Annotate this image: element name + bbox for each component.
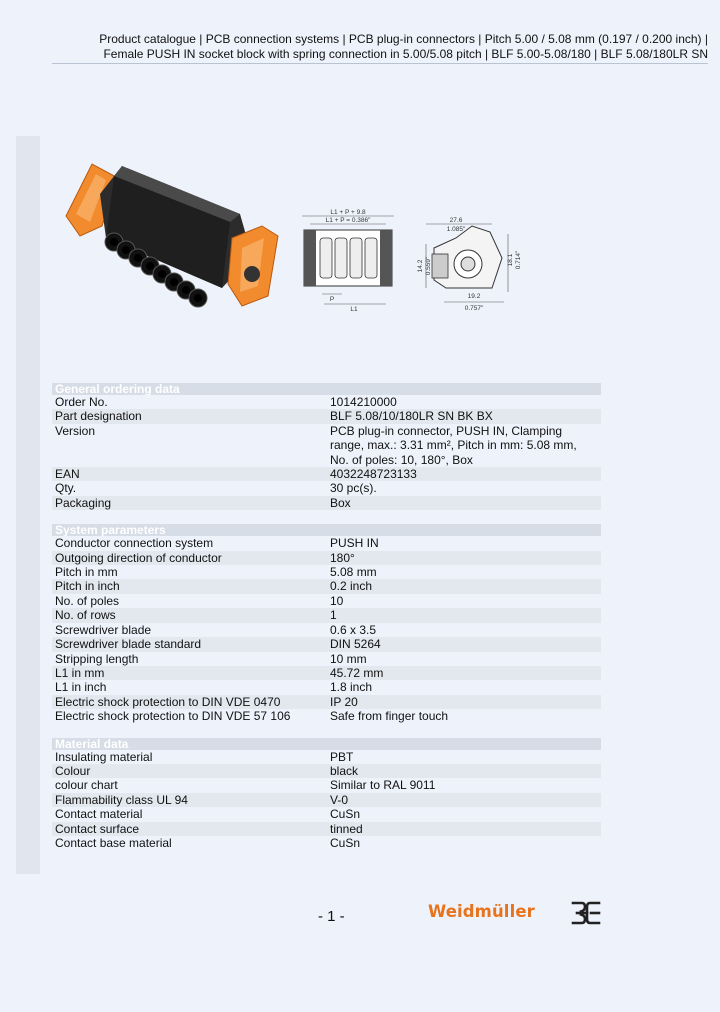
dim-top2: L1 + P = 0.386" — [325, 217, 371, 224]
row-value: 45.72 mm — [330, 665, 384, 680]
table-row — [52, 778, 601, 792]
table-row — [52, 594, 601, 608]
row-value: 0.6 x 3.5 — [330, 622, 377, 637]
row-value: 30 pc(s). — [330, 481, 377, 496]
header-line-2: Female PUSH IN socket block with spring connection in 5.00/5.08 pitch | BLF 5.00-5.08/180 | BLF 5.08/180LR SN — [103, 47, 708, 61]
row-label: Pitch in mm — [55, 565, 118, 580]
row-label: colour chart — [55, 778, 118, 793]
brand-logo — [428, 898, 604, 928]
section-0 — [52, 383, 601, 510]
row-label: Pitch in inch — [55, 579, 120, 594]
row-label: Colour — [55, 763, 91, 778]
dim-w-in: 1.085" — [446, 226, 466, 233]
row-value: V-0 — [330, 792, 349, 807]
header-line-1: Product catalogue | PCB connection systems | PCB plug-in connectors | Pitch 5.00 / 5.08 mm (0.197 / 0.200 inch) | — [99, 32, 708, 46]
row-value: 5.08 mm — [330, 565, 377, 580]
table-row — [52, 579, 601, 593]
row-value: Box — [330, 495, 351, 510]
dim-b: 19.2 — [467, 293, 481, 300]
dim-w: 27.6 — [449, 217, 463, 224]
row-value: 1.8 inch — [330, 680, 373, 695]
row-value: Safe from finger touch — [330, 709, 449, 724]
row-value: 1014210000 — [330, 395, 397, 409]
dim-left-in: 0.559" — [425, 256, 432, 276]
row-label: Version — [55, 423, 96, 438]
row-value: PUSH IN — [330, 536, 379, 551]
row-value: black — [330, 763, 359, 778]
row-label: No. of rows — [55, 608, 116, 623]
row-value: DIN 5264 — [330, 637, 381, 652]
row-value: CuSn — [330, 835, 361, 850]
logo-text: Weidmüller — [428, 902, 535, 921]
row-label: Qty. — [55, 481, 77, 496]
table-row — [52, 793, 601, 807]
row-value: IP 20 — [330, 694, 358, 709]
row-value: tinned — [330, 821, 363, 836]
table-row — [52, 637, 601, 651]
dimension-drawing — [296, 198, 526, 322]
section-title: System parameters — [52, 524, 601, 536]
row-value: BLF 5.08/10/180LR SN BK BX — [330, 409, 493, 424]
row-label: L1 in inch — [55, 680, 107, 695]
dim-h-in: 0.714" — [515, 250, 522, 270]
page-number: - 1 - — [318, 908, 345, 925]
table-row — [52, 467, 601, 481]
table-row — [52, 764, 601, 778]
row-value: 10 — [330, 593, 344, 608]
row-label: Insulating material — [55, 749, 153, 764]
row-value: PCB plug-in connector, PUSH IN, Clamping range, max.: 3.31 mm², Pitch in mm: 5.08 mm, No. of poles: 10, 180°, Box — [330, 423, 577, 467]
table-row — [52, 822, 601, 836]
row-label: Screwdriver blade standard — [55, 637, 202, 652]
section-1 — [52, 524, 601, 723]
left-margin-bar — [16, 136, 40, 874]
dim-h: 18.1 — [507, 253, 514, 267]
row-label: Stripping length — [55, 651, 139, 666]
dim-b-in: 0.757" — [464, 305, 484, 312]
row-label: L1 in mm — [55, 665, 105, 680]
row-label: Contact base material — [55, 835, 172, 850]
row-label: Contact material — [55, 807, 143, 822]
row-label: EAN — [55, 467, 80, 482]
row-value: 1 — [330, 608, 337, 623]
row-label: Order No. — [55, 395, 108, 409]
table-row — [52, 481, 601, 495]
table-row — [52, 750, 601, 764]
breadcrumb-header — [18, 32, 708, 62]
logo-mark-icon — [571, 900, 601, 926]
section-2 — [52, 738, 601, 851]
table-row — [52, 836, 601, 850]
table-row — [52, 666, 601, 680]
dim-l1: L1 — [350, 306, 358, 313]
row-label: Screwdriver blade — [55, 622, 152, 637]
table-row — [52, 680, 601, 694]
table-row — [52, 395, 601, 409]
row-label: Electric shock protection to DIN VDE 0470 — [55, 694, 281, 709]
dim-p: P — [329, 296, 335, 303]
table-row — [52, 608, 601, 622]
row-value: 0.2 inch — [330, 579, 373, 594]
table-row — [52, 409, 601, 423]
row-label: Flammability class UL 94 — [55, 792, 188, 807]
row-value: 180° — [330, 550, 355, 565]
table-row — [52, 709, 601, 723]
row-value: CuSn — [330, 807, 361, 822]
header-divider — [52, 63, 708, 64]
row-label: Contact surface — [55, 821, 140, 836]
table-row — [52, 652, 601, 666]
table-row — [52, 536, 601, 550]
row-label: Outgoing direction of conductor — [55, 550, 222, 565]
table-row — [52, 807, 601, 821]
table-row — [52, 496, 601, 510]
row-value: PBT — [330, 749, 354, 764]
table-row — [52, 623, 601, 637]
row-value: 10 mm — [330, 651, 367, 666]
row-label: No. of poles — [55, 593, 120, 608]
table-row — [52, 695, 601, 709]
spec-tables — [52, 383, 601, 850]
table-row — [52, 424, 601, 467]
table-row — [52, 565, 601, 579]
table-row — [52, 551, 601, 565]
row-label: Part designation — [55, 409, 142, 424]
row-label: Packaging — [55, 495, 112, 510]
dim-left: 14.2 — [417, 259, 424, 273]
row-value: Similar to RAL 9011 — [330, 778, 436, 793]
row-label: Electric shock protection to DIN VDE 57 106 — [55, 709, 291, 724]
section-title: Material data — [52, 738, 601, 750]
dim-top1: L1 + P + 9.8 — [330, 209, 366, 216]
row-value: 4032248723133 — [330, 467, 417, 482]
row-label: Conductor connection system — [55, 536, 214, 551]
product-photo — [62, 156, 290, 316]
section-title: General ordering data — [52, 383, 601, 395]
